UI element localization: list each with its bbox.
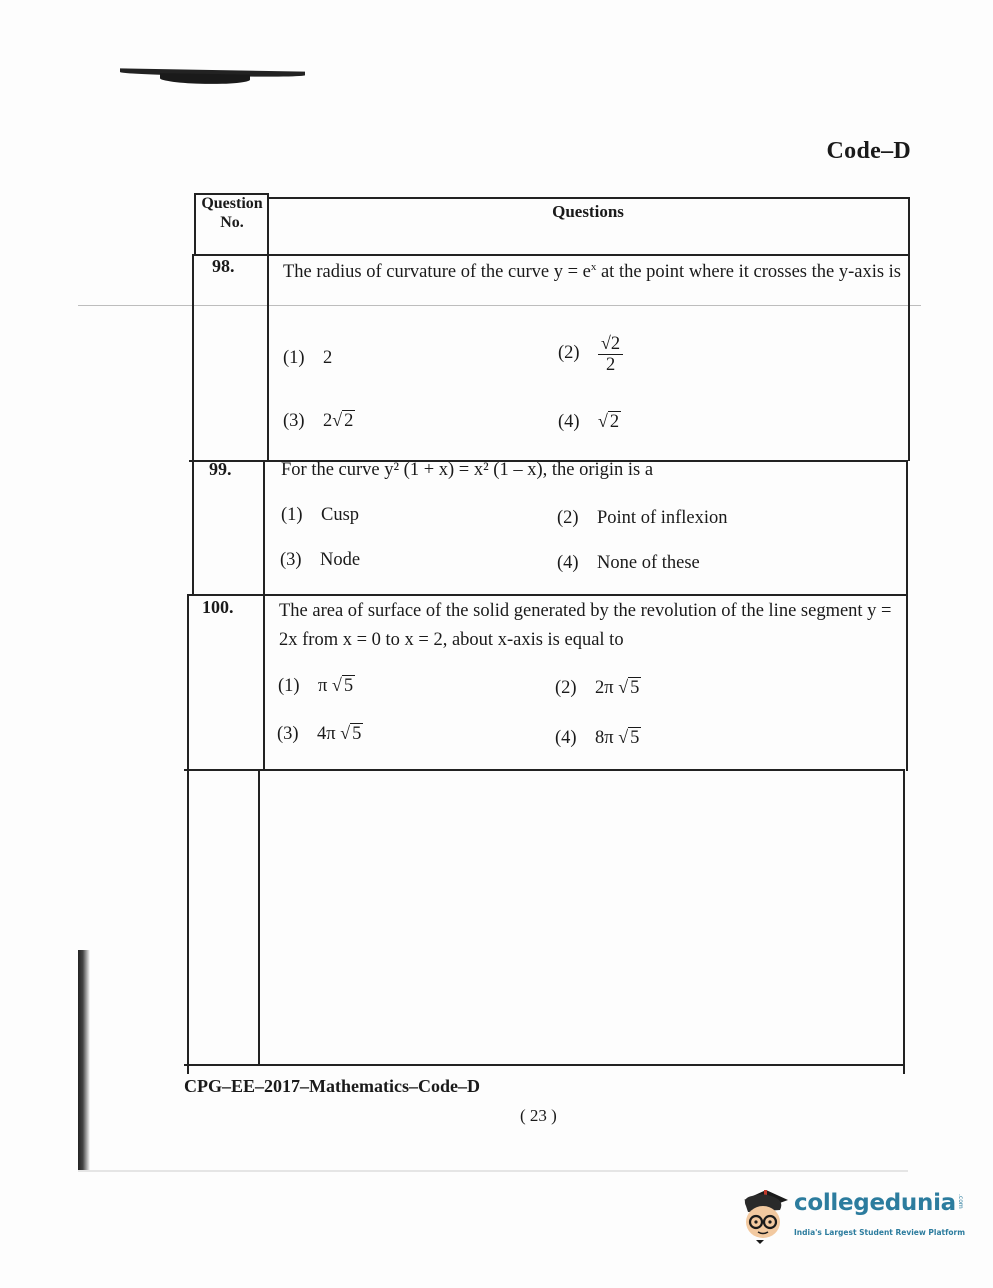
option-radicand: 5: [352, 724, 362, 744]
option-radicand: 2: [344, 411, 354, 431]
option-fraction: [598, 333, 623, 375]
question-text-tail: at the point where it crosses the y-axis is: [596, 262, 902, 283]
question-text: [283, 253, 903, 287]
scan-edge-shadow: [78, 950, 90, 1172]
table-border-left-mid: [192, 255, 194, 595]
brand-name: collegedunia: [794, 1190, 956, 1216]
option-value: 2: [323, 348, 333, 368]
option: [283, 410, 355, 432]
table-column-divider-top: [267, 193, 269, 461]
option-number: (4): [557, 553, 579, 573]
option: [278, 675, 355, 697]
student-mascot-icon: [736, 1184, 792, 1244]
option-radicand: 5: [630, 728, 640, 748]
option-radicand: 5: [343, 676, 354, 696]
option-coefficient: 2π: [595, 678, 614, 698]
brand-suffix: .com: [957, 1194, 964, 1209]
option: [281, 505, 359, 526]
scan-smudge: [120, 68, 305, 77]
option-number: (3): [280, 550, 302, 570]
row-divider-100: [184, 769, 905, 771]
option-coefficient: π: [318, 676, 328, 696]
option-number: (3): [283, 411, 305, 431]
table-bottom-border: [184, 1064, 904, 1066]
question-number: 99.: [209, 459, 232, 479]
table-border-right-mid: [906, 461, 908, 771]
fraction-numerator: 2: [610, 334, 621, 354]
option-radicand: 2: [609, 412, 620, 432]
column-header-questions: Questions: [552, 202, 624, 221]
option-coefficient: 8π: [595, 728, 614, 748]
option: [555, 677, 641, 699]
radical-sign: √: [618, 727, 629, 747]
scan-page-edge: [78, 1170, 908, 1172]
question-text: For the curve y² (1 + x) = x² (1 – x), the origin is a: [281, 460, 654, 480]
fraction-denominator: 2: [605, 355, 616, 375]
radical-sign: √: [332, 410, 343, 430]
collegedunia-watermark: [736, 1180, 966, 1250]
table-column-divider-mid: [263, 461, 265, 771]
table-column-divider-bottom: [258, 771, 260, 1064]
table-top-border: [267, 197, 909, 199]
option: [280, 550, 360, 571]
radical-sign: √: [618, 677, 629, 697]
radical-sign: √: [598, 411, 608, 431]
option-number: (1): [283, 348, 305, 368]
option-value: Point of inflexion: [597, 508, 728, 528]
option-number: (1): [281, 505, 303, 525]
option-value: Node: [320, 550, 361, 570]
option-number: (4): [558, 412, 580, 432]
option: [555, 727, 641, 749]
question-text: The area of surface of the solid generated by the revolution of the line segment y = 2x from x = 0 to x = 2, about x-axis is equal to: [279, 601, 892, 650]
row-divider-99: [187, 594, 906, 596]
radical-sign: √: [340, 723, 351, 743]
column-header-question-no: Question No.: [201, 195, 263, 231]
option: [557, 508, 728, 529]
option: [558, 333, 623, 375]
option: [557, 553, 700, 574]
option-coefficient: 2: [323, 411, 333, 431]
paper-code-label: Code–D: [826, 138, 911, 164]
question-text-superscript: x: [590, 261, 597, 273]
radical-sign: √: [601, 333, 611, 353]
page-number: ( 23 ): [520, 1106, 557, 1125]
option-number: (2): [557, 508, 579, 528]
question-number: 98.: [212, 256, 235, 276]
option-number: (4): [555, 728, 577, 748]
option-value: None of these: [597, 553, 700, 573]
option: [283, 348, 332, 369]
option-number: (2): [555, 678, 577, 698]
option-number: (2): [558, 343, 580, 364]
radical-sign: √: [331, 675, 342, 695]
option-value: Cusp: [321, 505, 360, 525]
table-border-right-bottom: [903, 771, 905, 1074]
question-text-main: The radius of curvature of the curve y = e: [283, 262, 591, 283]
brand-tagline: India's Largest Student Review Platform: [794, 1228, 966, 1237]
option: [277, 723, 363, 745]
option-radicand: 5: [630, 678, 640, 698]
question-number: 100.: [202, 597, 234, 617]
table-border-left-bottom: [187, 595, 189, 1074]
paper-code-footer: CPG–EE–2017–Mathematics–Code–D: [184, 1076, 480, 1096]
option-number: (1): [278, 676, 300, 696]
option: [558, 411, 621, 433]
option-coefficient: 4π: [317, 724, 336, 744]
option-number: (3): [277, 724, 299, 744]
table-border-right-top: [908, 197, 910, 461]
